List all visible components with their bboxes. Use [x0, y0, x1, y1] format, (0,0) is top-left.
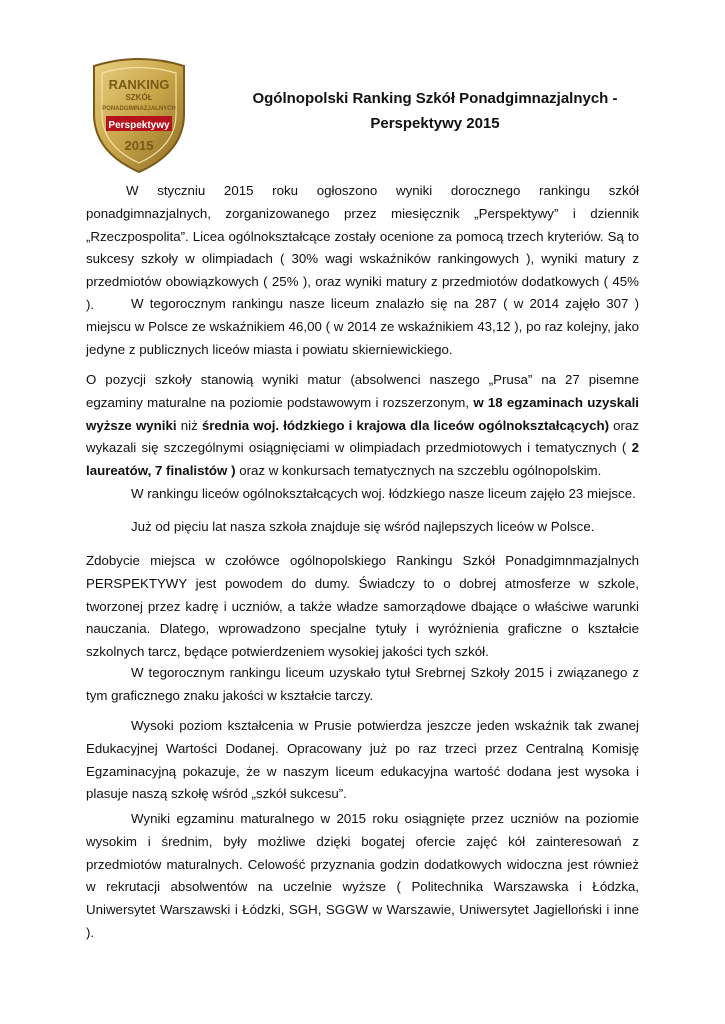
paragraph-3-text-4: oraz w konkursach tematycznych na szczeblu ogólnopolskim. [235, 463, 602, 479]
paragraph-2: W tegorocznym rankingu nasze liceum znalazło się na 287 ( w 2014 zajęło 307 ) miejscu w Polsce ze wskaźnikiem 46,00 ( w 2014 ze wskaźnikiem 43,12 ), po raz kolejny, jako jedyne z publicznych liceów miasta i powiatu skierniewickiego. [86, 296, 639, 357]
paragraph-5: Już od pięciu lat nasza szkoła znajduje się wśród najlepszych liceów w Polsce. [131, 519, 595, 534]
paragraph-3-text-1: O pozycji szkoły stanowią wyniki matur (absolwenci naszego „Prusa” na 27 pisemne egzaminy maturalne na poziomie podstawowym i rozszerzonym, [86, 372, 639, 410]
logo-text-perspektywy: Perspektywy [108, 120, 170, 131]
paragraph-3 [86, 369, 639, 483]
paragraph-3-bold-1: w 18 egzaminach uzyskali wyższe wyniki [86, 394, 639, 433]
paragraph-3-text-2: niż [176, 417, 202, 433]
page-title [200, 86, 670, 136]
paragraph-8: Wysoki poziom kształcenia w Prusie potwierdza jeszcze jeden wskaźnik tak zwanej Edukacyjnej Wartości Dodanej. Opracowany już po raz trzeci przez Centralną Komisję Egzaminacyjną pokazuje, że w naszym liceum edukacyjna wartość dodana jest wysoka i plasuje naszą szkołę wśród „szkół sukcesu”. [86, 718, 639, 802]
logo-text-year: 2015 [124, 138, 154, 153]
paragraph-1: W styczniu 2015 roku ogłoszono wyniki dorocznego rankingu szkół ponadgimnazjalnych, zorganizowanego przez miesięcznik „Perspektywy” i dziennik „Rzeczpospolita”. Licea ogólnokształcące zostały ocenione za pomocą trzech kryteriów. Są to sukcesy szkoły w olimpiadach ( 30% wagi wskaźników rankingowych ), wyniki matury z przedmiotów obowiązkowych ( 25% ), oraz wyniki matury z przedmiotów dodatkowych ( 45% ). [86, 183, 639, 312]
paragraph-9: Wyniki egzaminu maturalnego w 2015 roku osiągnięte przez uczniów na poziomie wysokim i średnim, były możliwe dzięki bogatej ofercie zajęć kół zainteresowań z przedmiotów maturalnych. Celowość przyznania godzin dodatkowych widoczna jest również w rekrutacji absolwentów na uczelnie wyższe ( Politechnika Warszawska i Łódzka, Uniwersytet Warszawski i Łódzki, SGH, SGGW w Warszawie, Uniwersytet Jagielloński i inne ). [86, 811, 639, 940]
title-line-1: Ogólnopolski Ranking Szkół Ponadgimnazjalnych - [252, 90, 618, 107]
logo-text-ponadgimnazjalnych: PONADGIMNAZJALNYCH [102, 106, 176, 112]
logo-text-szkol: SZKÓŁ [125, 93, 153, 102]
paragraph-4: W rankingu liceów ogólnokształcących woj. łódzkiego nasze liceum zajęło 23 miejsce. [131, 486, 636, 501]
title-line-2: Perspektywy 2015 [370, 115, 500, 132]
shield-outer [94, 59, 184, 172]
paragraph-3-text-3: oraz wykazali się szczególnymi osiągnięciami w olimpiadach przedmiotowych i tematycznych ( [86, 417, 640, 456]
paragraph-3-bold-3: 2 laureatów, 7 finalistów ) [86, 440, 639, 479]
ranking-shield-logo [86, 56, 192, 176]
paragraph-6: Zdobycie miejsca w czołówce ogólnopolskiego Rankingu Szkół Ponadgimnmazjalnych PERSPEKTYWY jest powodem do dumy. Świadczy to o dobrej atmosferze w szkole, tworzonej przez kadrę i uczniów, a także władze samorządowe dbające o właściwe warunki nauczania. Dlatego, wprowadzono specjalne tytuły i wyróżnienia graficzne o kształcie szkolnych tarcz, będące potwierdzeniem wysokiej jakości tych szkół. [86, 553, 639, 660]
paragraph-3-bold-2: średnia woj. łódzkiego i krajowa dla liceów ogólnokształcących) [201, 417, 610, 433]
logo-text-ranking: RANKING [108, 77, 170, 92]
paragraph-7: W tegorocznym rankingu liceum uzyskało tytuł Srebrnej Szkoły 2015 i związanego z tym graficznego znaku jakości w kształcie tarczy. [86, 665, 639, 703]
